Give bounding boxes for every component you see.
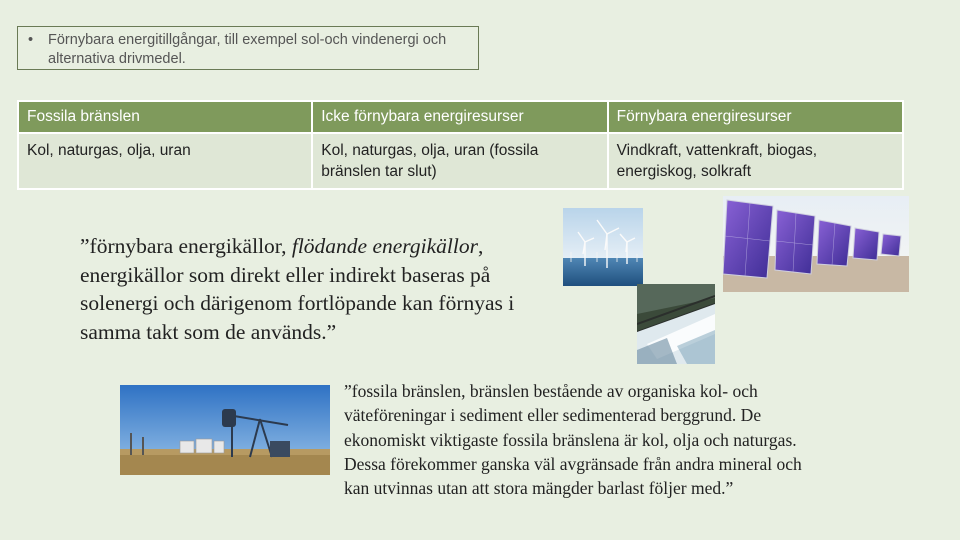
bullet-box <box>17 26 479 70</box>
header-nonrenewable: Icke förnybara energiresurser <box>312 101 607 133</box>
cell-fossil: Kol, naturgas, olja, uran <box>18 133 312 189</box>
fossil-definition <box>344 379 814 500</box>
table-row <box>18 133 903 189</box>
renewable-term: ”förnybara energikällor, <box>80 234 287 258</box>
solar-panels-photo <box>723 196 909 292</box>
bullet-symbol: • <box>28 32 34 48</box>
cell-renewable: Vindkraft, vattenkraft, biogas, energiskog, solkraft <box>608 133 903 189</box>
renewable-term-italic: flödande energikällor <box>291 234 478 258</box>
renewable-definition <box>80 232 530 346</box>
renewable-definition-text: , energikällor som direkt eller indirekt baseras på solenergi och därigenom fortlöpande kan förnyas i samma takt som de används.” <box>80 234 515 344</box>
table-header-row <box>18 101 903 133</box>
header-renewable: Förnybara energiresurser <box>608 101 903 133</box>
header-fossil: Fossila bränslen <box>18 101 312 133</box>
bullet-text: Förnybara energitillgångar, till exempel sol-och vindenergi och alternativa drivmedel. <box>48 32 447 67</box>
energy-table <box>17 100 904 190</box>
fossil-term: ”fossila bränslen, <box>344 381 466 401</box>
fossil-definition-text: bränslen bestående av organiska kol- och väteföreningar i sediment eller sedimenterad berggrund. De ekonomiskt viktigaste fossila bränslena är kol, olja och naturgas. Dessa förekommer ganska väl avgränsade från andra mineral och kan utvinnas utan att stora mängder barlast följer med.” <box>344 381 802 499</box>
oil-pump-photo <box>120 385 330 475</box>
cell-nonrenewable: Kol, naturgas, olja, uran (fossila bränslen tar slut) <box>312 133 607 189</box>
wind-turbines-photo <box>563 208 643 286</box>
hydro-dam-photo <box>637 284 715 364</box>
